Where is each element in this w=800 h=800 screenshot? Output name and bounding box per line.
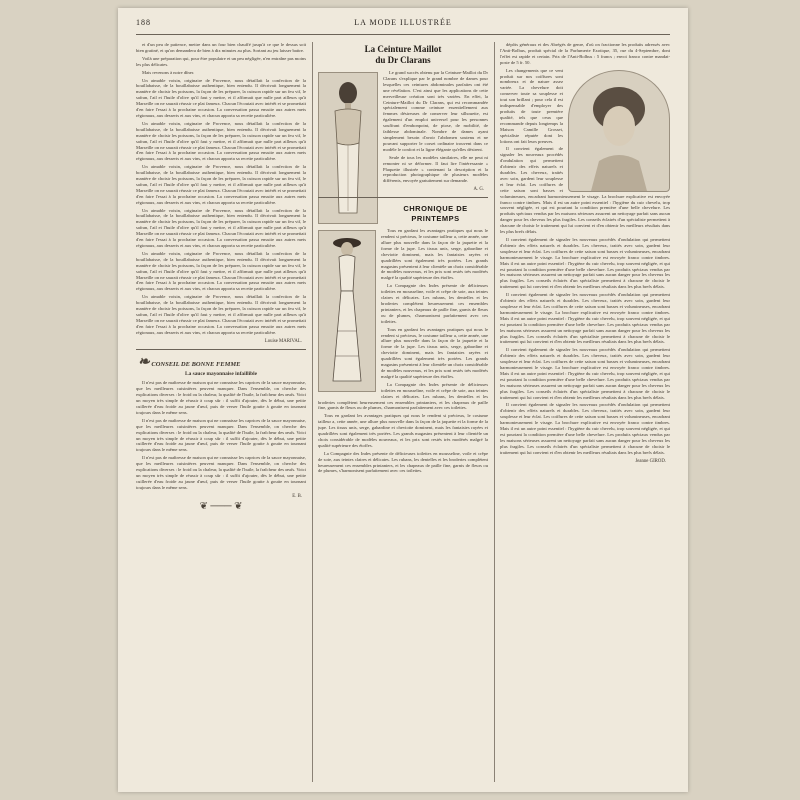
woman-figure-icon [319, 73, 377, 223]
ornament-icon: ❧ [138, 354, 150, 370]
conseil-subtitle: La sauce mayonnaise infaillible [184, 370, 258, 377]
paragraph: Il convient également de signaler les nouveaux procédés d'ondulation qui permettent d'obtenir des effets naturels et durables. Les cheveux, traités avec soin, gardent leur souplesse et leur éclat. Les coiffures de cette saison sont basses et volumineuses, encadrant harmonieusement le visage. La brochure explicative est envoyée franco contre timbres. Mais il est un autre point essentiel : l'hygiène du cuir chevelu, trop souvent négligée, et qui est pourtant la condition première d'une belle chevelure. Les produits spéciaux vendus par les maisons sérieuses assurent un nettoyage parfait sans aucun danger pour les cheveux les plus fragiles. Les conseils éclairés d'un spécialiste permettent à chacune de choisir le traitement qui lui convient et d'en obtenir les meilleurs résultats dans les plus brefs délais. [500, 402, 670, 455]
paragraph: Un aimable voisin, originaire de Provence, nous détaillait la confection de la bouillabaisse, de la bouillabaisse authentique, bien entendu. Il décrivait longuement la manière de choisir les poissons, la façon de les préparer, la cuisson rapide sur un feu vif, le safran, l'ail et l'huile d'olive qu'il faut y mettre, et il affirmait que nulle part ailleurs qu'à Marseille on ne saurait réussir ce plat fameux. Chacun l'écoutait avec intérêt et se promettait d'en faire l'essai à la prochaine occasion. La conversation passa ensuite aux autres mets régionaux, aux desserts et aux vins, et chacun apporta sa recette particulière. [136, 77, 306, 118]
author-signature: Jeanne GIROD. [635, 458, 666, 464]
page-number: 188 [136, 18, 151, 27]
paragraph: Un aimable voisin, originaire de Provence, nous détaillait la confection de la bouillabaisse, de la bouillabaisse authentique, bien entendu. Il décrivait longuement la manière de choisir les poissons, la façon de les préparer, la cuisson rapide sur un feu vif, le safran, l'ail et l'huile d'olive qu'il faut y mettre, et il affirmait que nulle part ailleurs qu'à Marseille on ne saurait réussir ce plat fameux. Chacun l'écoutait avec intérêt et se promettait d'en faire l'essai à la prochaine occasion. La conversation passa ensuite aux autres mets régionaux, aux desserts et aux vins, et chacun apporta sa recette particulière. [136, 294, 306, 335]
paragraph: La Compagnie des Indes présente de délicieuses toilettes en mousseline, voile et crêpe de soie, aux teintes claires et délicates. Les rubans, les dentelles et les broderies complètent heureusement ces ensembles printaniers, et les chapeaux de paille fine, garnis de fleurs ou de plumes, s'harmonisent parfaitement avec ces toilettes. [318, 381, 488, 411]
fashion-illustration [318, 230, 376, 392]
section-rule [318, 197, 488, 198]
paragraph: Tous en gardant les avantages pratiques qui nous le rendent si précieux, le costume tailleur a, cette année, une allure plus nouvelle dans la façon de la jaquette et la forme de la jupe. Les tissus unis, serge, gabardine et cheviotte dominent, mais les fantaisies rayées et quadrillées sont également très portées. Les grands magasins présentent à leur clientèle un choix considérable de modèles nouveaux, et les prix sont restés très modérés malgré la qualité supérieure des étoffes. [318, 413, 488, 448]
ceinture-title-line2: du Dr Clarans [375, 55, 431, 65]
paragraph: Un aimable voisin, originaire de Provence, nous détaillait la confection de la bouillabaisse, de la bouillabaisse authentique, bien entendu. Il décrivait longuement la manière de choisir les poissons, la façon de les préparer, la cuisson rapide sur un feu vif, le safran, l'ail et l'huile d'olive qu'il faut y mettre, et il affirmait que nulle part ailleurs qu'à Marseille on ne saurait réussir ce plat fameux. Chacun l'écoutait avec intérêt et se promettait d'en faire l'essai à la prochaine occasion. La conversation passa ensuite aux autres mets régionaux, aux desserts et aux vins, et chacun apporta sa recette particulière. [136, 207, 306, 248]
column-left [136, 42, 306, 782]
paragraph: Les changements que ce vent produit sur nos coiffures sont nombreux et de nature assez variée. La chevelure doit conserver toute sa souplesse et tout son brillant ; pour cela il est indispensable d'employer des produits de toute première qualité, tels que ceux que recommande depuis longtemps la Maison Camille Grosset, spécialiste réputée dont les lotions ont fait leurs preuves. [500, 67, 563, 144]
paragraph: Un aimable voisin, originaire de Provence, nous détaillait la confection de la bouillabaisse, de la bouillabaisse authentique, bien entendu. Il décrivait longuement la manière de choisir les poissons, la façon de les préparer, la cuisson rapide sur un feu vif, le safran, l'ail et l'huile d'olive qu'il faut y mettre, et il affirmait que nulle part ailleurs qu'à Marseille on ne saurait réussir ce plat fameux. Chacun l'écoutait avec intérêt et se promettait d'en faire l'essai à la prochaine occasion. La conversation passa ensuite aux autres mets régionaux, aux desserts et aux vins, et chacun apporta sa recette particulière. [136, 250, 306, 292]
magazine-page [118, 8, 688, 792]
conseil-signature: E. B. [292, 493, 302, 499]
flourish-ornament-icon: ❦ ─── ❦ [199, 500, 243, 512]
ceinture-title-line1: La Ceinture Maillot [364, 44, 442, 54]
column-divider [312, 42, 313, 782]
paragraph: Tous en gardant les avantages pratiques qui nous le rendent si précieux, le costume tailleur a, cette année, une allure plus nouvelle dans la façon de la jaquette et la forme de la jupe. Les tissus unis, serge, gabardine et cheviotte dominent, mais les fantaisies rayées et quadrillées sont également très portées. Les grands magasins présentent à leur clientèle un choix considérable de modèles nouveaux, et les prix sont restés très modérés malgré la qualité supérieure des étoffes. [381, 228, 488, 281]
column-middle [318, 42, 488, 782]
ceinture-title [318, 44, 488, 66]
paragraph: Un aimable voisin, originaire de Provence, nous détaillait la confection de la bouillabaisse, de la bouillabaisse authentique, bien entendu. Il décrivait longuement la manière de choisir les poissons, la façon de les préparer, la cuisson rapide sur un feu vif, le safran, l'ail et l'huile d'olive qu'il faut y mettre, et il affirmait que nulle part ailleurs qu'à Marseille on ne saurait réussir ce plat fameux. Chacun l'écoutait avec intérêt et se promettait d'en faire l'essai à la prochaine occasion. La conversation passa ensuite aux autres mets régionaux, aux desserts et aux vins, et chacun apporta sa recette particulière. [136, 164, 306, 205]
dress-figure-icon [319, 231, 375, 391]
portrait-illustration [568, 70, 670, 192]
page-header [136, 18, 670, 32]
paragraph: Mais revenons à notre dîner. [142, 69, 195, 75]
paragraph: Il convient également de signaler les nouveaux procédés d'ondulation qui permettent d'obtenir des effets naturels et durables. Les cheveux, traités avec soin, gardent leur souplesse et leur éclat. Les coiffures de cette saison sont basses et volumineuses, encadrant harmonieusement le visage. La brochure explicative est envoyée franco contre timbres. Mais il est un autre point essentiel : l'hygiène du cuir chevelu, trop souvent négligée, et qui est pourtant la condition première d'une belle chevelure. Les produits spéciaux vendus par les maisons sérieuses assurent un nettoyage parfait sans aucun danger pour les cheveux les plus fragiles. Les conseils éclairés d'un spécialiste permettent à chacune de choisir le traitement qui lui convient et d'en obtenir les meilleurs résultats dans les plus brefs délais. [500, 237, 670, 290]
column-right [500, 42, 670, 782]
chronique-title: CHRONIQUE DE PRINTEMPS [403, 204, 468, 224]
paragraph: Il convient également de signaler les nouveaux procédés d'ondulation qui permettent d'obtenir des effets naturels et durables. Les cheveux, traités avec soin, gardent leur souplesse et leur éclat. Les coiffures de cette saison sont basses et volumineuses, encadrant harmonieusement le visage. La brochure explicative est envoyée franco contre timbres. Mais il est un autre point essentiel : l'hygiène du cuir chevelu, trop souvent négligée, et qui est pourtant la condition première d'une belle chevelure. Les produits spéciaux vendus par les maisons sérieuses assurent un nettoyage parfait sans aucun danger pour les cheveux les plus fragiles. Les conseils éclairés d'un spécialiste permettent à chacune de choisir le traitement qui lui convient et d'en obtenir les meilleurs résultats dans les plus brefs délais. [500, 292, 670, 345]
paragraph: Il n'est pas de maîtresse de maison qui ne connaisse les caprices de la sauce mayonnaise, que les meilleures cuisinières peuvent manquer. Dans l'ensemble, on cherche des explications diverses : le froid ou la chaleur, la qualité de l'huile, la fraîcheur des œufs. Voici un moyen très simple de réussir à coup sûr : il suffit d'ajouter, dès le début, une petite cuillerée d'eau froide au jaune d'œuf, puis de verser l'huile goutte à goutte en tournant toujours dans le même sens. [136, 455, 306, 490]
paragraph: La Compagnie des Indes présente de délicieuses toilettes en mousseline, voile et crêpe de soie, aux teintes claires et délicates. Les rubans, les dentelles et les broderies complètent heureusement ces ensembles printaniers, et les chapeaux de paille fine, garnis de fleurs ou de plumes, s'harmonisent parfaitement avec ces toilettes. [381, 283, 488, 324]
publication-title: LA MODE ILLUSTRÉE [354, 18, 452, 27]
paragraph: Il convient également de signaler les nouveaux procédés d'ondulation qui permettent d'obtenir des effets naturels et durables. Les cheveux, traités avec soin, gardent leur souplesse et leur éclat. Les coiffures de cette saison sont basses et volumineuses, encadrant harmonieusement le visage. La brochure explicative est envoyée franco contre timbres. Mais il est un autre point essentiel : l'hygiène du cuir chevelu, trop souvent négligée, et qui est pourtant la condition première d'une belle chevelure. Les produits spéciaux vendus par les maisons sérieuses assurent un nettoyage parfait sans aucun danger pour les cheveux les plus fragiles. Les conseils éclairés d'un spécialiste permettent à chacune de choisir le traitement qui lui convient et d'en obtenir les meilleurs résultats dans les plus brefs délais. [500, 347, 670, 400]
woman-portrait-icon [569, 71, 669, 191]
paragraph: Le grand succès obtenu par la Ceinture-Maillot du Dr Clarans s'explique par le grand nombre de dames pour lesquelles ces ceintures abdominales parfaites ont été une révélation. C'est ainsi que les applications de cette merveilleuse création sont très variées. En effet, la Ceinture-Maillot du Dr Clarans, qui est recommandée spécialement comme ceinture essentiellement aux femmes désireuses de conserver leur silhouette, est également d'un emploi universel pour les personnes souffrant d'embonpoint, de ptose, de mobilité, de faiblesse abdominale. Nombre de dames ayant simplement besoin d'avoir l'abdomen soutenu et ne pouvant supporter le corset ordinaire trouvent dans ce modèle le confort et la ligne élégante qu'elles désirent. [383, 70, 488, 152]
section-rule [136, 349, 306, 350]
paragraph: Un aimable voisin, originaire de Provence, nous détaillait la confection de la bouillabaisse, de la bouillabaisse authentique, bien entendu. Il décrivait longuement la manière de choisir les poissons, la façon de les préparer, la cuisson rapide sur un feu vif, le safran, l'ail et l'huile d'olive qu'il faut y mettre, et il affirmait que nulle part ailleurs qu'à Marseille on ne saurait réussir ce plat fameux. Chacun l'écoutait avec intérêt et se promettait d'en faire l'essai à la prochaine occasion. La conversation passa ensuite aux autres mets régionaux, aux desserts et aux vins, et chacun apporta sa recette particulière. [136, 120, 306, 162]
paragraph: et d'un peu de patience, mettre dans un four bien chauffé jusqu'à ce que le dessus soit bien gratiné, et qu'on demandera de bien à dix minutes au plus. Sortant au jeu laisser battre. [136, 42, 306, 53]
paragraph: Seule de tous les modèles similaires, elle ne peut ni remonter ni se déformer. Il faut lire l'intéressante « Plaquette illustrée » contenant la description et la reproduction photographique de plusieurs modèles différents, envoyée gratuitement sur demande. [383, 154, 488, 184]
corset-illustration [318, 72, 378, 224]
column-divider [494, 42, 495, 782]
paragraph: Tous en gardant les avantages pratiques qui nous le rendent si précieux, le costume tailleur a, cette année, une allure plus nouvelle dans la façon de la jaquette et la forme de la jupe. Les tissus unis, serge, gabardine et cheviotte dominent, mais les fantaisies rayées et quadrillées sont également très portées. Les grands magasins présentent à leur clientèle un choix considérable de modèles nouveaux, et les prix sont restés très modérés malgré la qualité supérieure des étoffes. [381, 326, 488, 379]
paragraph: Il n'est pas de maîtresse de maison qui ne connaisse les caprices de la sauce mayonnaise, que les meilleures cuisinières peuvent manquer. Dans l'ensemble, on cherche des explications diverses : le froid ou la chaleur, la qualité de l'huile, la fraîcheur des œufs. Voici un moyen très simple de réussir à coup sûr : il suffit d'ajouter, dès le début, une petite cuillerée d'eau froide au jaune d'œuf, puis de verser l'huile goutte à goutte en tournant toujours dans le même sens. [136, 417, 306, 453]
ceinture-signature: A. G. [473, 187, 484, 193]
paragraph: dépôts généraux et des Abrégés de genre, d'où on fractionne les produits adressés avec l'Anti-Bolbus, produit spécial de la Parfumerie Exotique, 35, rue du 4-Septembre, dont l'effet est rapide et certain. Prix de l'Anti-Bolbus : 5 francs ; envoi franco contre mandat-poste de 5 fr. 50. [500, 42, 670, 65]
paragraph: La Compagnie des Indes présente de délicieuses toilettes en mousseline, voile et crêpe de soie, aux teintes claires et délicates. Les rubans, les dentelles et les broderies complètent heureusement ces ensembles printaniers, et les chapeaux de paille fine, garnis de fleurs ou de plumes, s'harmonisent parfaitement avec ces toilettes. [318, 450, 488, 474]
header-rule [136, 34, 670, 35]
conseil-title [138, 356, 306, 370]
paragraph: Il n'est pas de maîtresse de maison qui ne connaisse les caprices de la sauce mayonnaise, que les meilleures cuisinières peuvent manquer. Dans l'ensemble, on cherche des explications diverses : le froid ou la chaleur, la qualité de l'huile, la fraîcheur des œufs. Voici un moyen très simple de réussir à coup sûr : il suffit d'ajouter, dès le début, une petite cuillerée d'eau froide au jaune d'œuf, puis de verser l'huile goutte à goutte en tournant toujours dans le même sens. [136, 380, 306, 415]
paragraph: Il convient également de signaler les nouveaux procédés d'ondulation qui permettent d'obtenir des effets naturels et durables. Les cheveux, traités avec soin, gardent leur souplesse et leur éclat. Les coiffures de cette saison sont basses et volumineuses, encadrant harmonieusement le visage. La brochure explicative est envoyée franco contre timbres. Mais il est un autre point essentiel : l'hygiène du cuir chevelu, trop souvent négligée, et qui est pourtant la condition première d'une belle chevelure. Les produits spéciaux vendus par les maisons sérieuses assurent un nettoyage parfait sans aucun danger pour les cheveux les plus fragiles. Les conseils éclairés d'un spécialiste permettent à chacune de choisir le traitement qui lui convient et d'en obtenir les meilleurs résultats dans les plus brefs délais. [500, 146, 670, 235]
paragraph: Voilà une préparation qui, pour être populaire et un peu négligée, n'en entraîne pas moins les plus délicates. [136, 55, 306, 67]
conseil-title-text: CONSEIL DE BONNE FEMME [151, 360, 241, 368]
author-signature: Louise MARIVAL. [264, 338, 302, 344]
